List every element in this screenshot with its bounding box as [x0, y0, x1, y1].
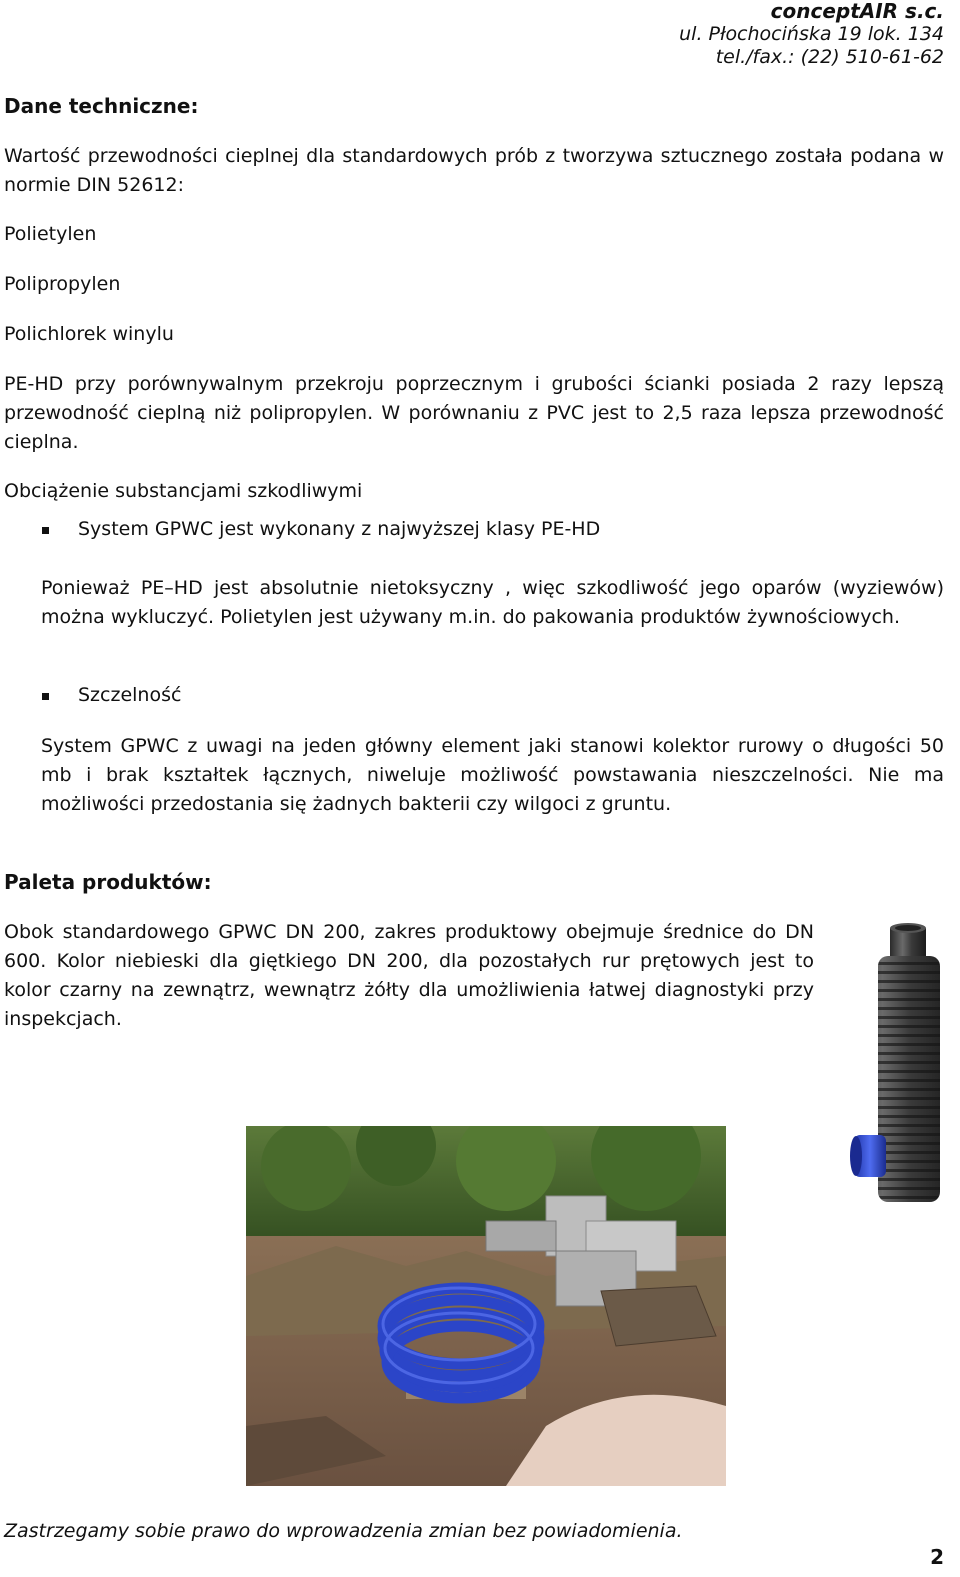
- conductivity-paragraph: Wartość przewodności cieplnej dla standardowych prób z tworzywa sztucznego została podana w normie DIN 52612:: [4, 145, 944, 196]
- material-polypropylene: Polipropylen: [4, 273, 121, 295]
- product-palette-heading: Paleta produktów:: [4, 870, 212, 894]
- bullet-square-icon: [42, 693, 49, 700]
- pipe-product-image: [844, 920, 954, 1210]
- site-photo-blue-pipe: [246, 1126, 726, 1486]
- footer-disclaimer: Zastrzegamy sobie prawo do wprowadzenia zmian bez powiadomienia.: [4, 1520, 683, 1542]
- company-name: conceptAIR s.c.: [770, 0, 944, 23]
- harmful-substances-heading: Obciążenie substancjami szkodliwymi: [4, 480, 363, 502]
- company-address: ul. Płochocińska 19 lok. 134: [679, 23, 944, 45]
- bullet-square-icon: [42, 527, 49, 534]
- pehd-paragraph: PE-HD przy porównywalnym przekroju poprzecznym i grubości ścianki posiada 2 razy lepszą przewodność cieplną niż polipropylen. W porównaniu z PVC jest to 2,5 raza lepsza przewodność cieplna.: [4, 373, 944, 453]
- material-pvc: Polichlorek winylu: [4, 323, 174, 345]
- tightness-paragraph: System GPWC z uwagi na jeden główny element jaki stanowi kolektor rurowy o długości 50 mb i brak kształtek łącznych, niweluje możliwość powstawania nieszczelności. Nie ma możliwości przedostania się żadnych bakterii czy wilgoci z gruntu.: [41, 735, 944, 815]
- product-palette-paragraph: Obok standardowego GPWC DN 200, zakres produktowy obejmuje średnice do DN 600. Kolor niebieski dla giętkiego DN 200, dla pozostałych rur prętowych jest to kolor czarny na zewnątrz, wewnątrz żółty dla umożliwienia łatwej diagnostyki przy inspekcjach.: [4, 921, 814, 1030]
- letterhead: [679, 0, 944, 69]
- nontoxic-paragraph: Ponieważ PE–HD jest absolutnie nietoksyczny , więc szkodliwość jego oparów (wyziewów) można wykluczyć. Polietylen jest używany m.in. do pakowania produktów żywnościowych.: [41, 577, 944, 628]
- page-number: 2: [930, 1545, 944, 1569]
- material-polyethylene: Polietylen: [4, 223, 97, 245]
- company-phone: tel./fax.: (22) 510-61-62: [715, 46, 944, 68]
- bullet-tightness: Szczelność: [78, 684, 182, 706]
- bullet-pehd-class: System GPWC jest wykonany z najwyższej klasy PE-HD: [78, 518, 601, 540]
- tech-data-heading: Dane techniczne:: [4, 94, 199, 118]
